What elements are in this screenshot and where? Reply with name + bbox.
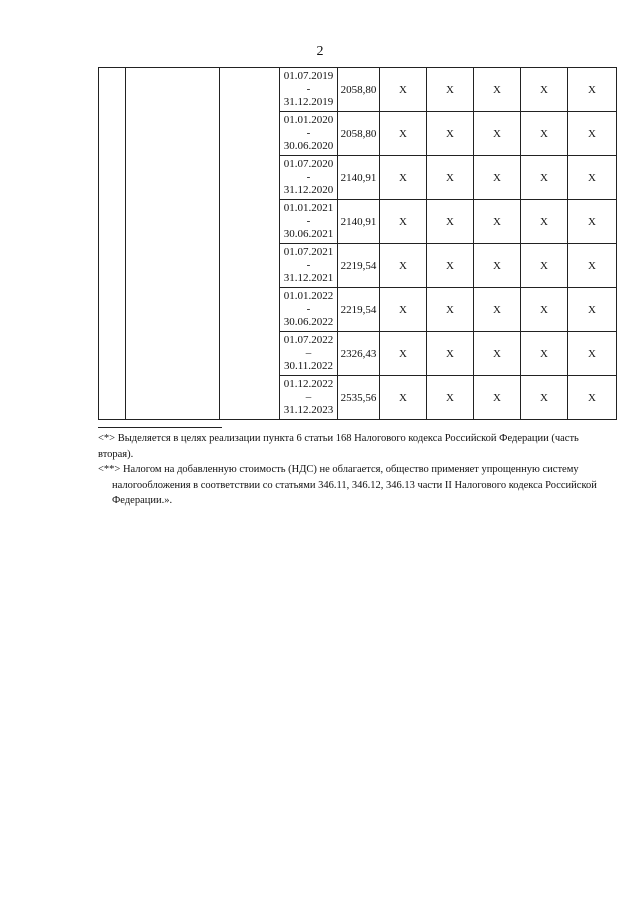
- mark-cell: X: [427, 376, 474, 420]
- period-cell: 01.01.2020 - 30.06.2020: [280, 112, 338, 156]
- mark-cell: X: [568, 288, 617, 332]
- mark-cell: X: [380, 112, 427, 156]
- mark-cell: X: [380, 200, 427, 244]
- mark-cell: X: [380, 244, 427, 288]
- mark-cell: X: [568, 200, 617, 244]
- period-cell: 01.07.2021 - 31.12.2021: [280, 244, 338, 288]
- price-cell: 2140,91: [338, 200, 380, 244]
- price-cell: 2219,54: [338, 244, 380, 288]
- mark-cell: X: [380, 156, 427, 200]
- mark-cell: X: [474, 112, 521, 156]
- mark-cell: X: [474, 288, 521, 332]
- footnote-1-line-1: <*> Выделяется в целях реализации пункта 6 статьи 168 Налогового кодекса Российской Федерации (часть: [98, 433, 579, 444]
- mark-cell: X: [380, 332, 427, 376]
- footnotes: [98, 431, 616, 509]
- mark-cell: X: [521, 244, 568, 288]
- mark-cell: X: [427, 332, 474, 376]
- page-number: 2: [316, 44, 324, 59]
- period-cell: 01.01.2021 - 30.06.2021: [280, 200, 338, 244]
- mark-cell: X: [568, 244, 617, 288]
- period-cell: 01.12.2022 – 31.12.2023: [280, 376, 338, 420]
- mark-cell: X: [568, 332, 617, 376]
- mark-cell: X: [380, 288, 427, 332]
- mark-cell: X: [474, 156, 521, 200]
- period-cell: 01.07.2022 – 30.11.2022: [280, 332, 338, 376]
- mark-cell: X: [474, 332, 521, 376]
- period-cell: 01.07.2020 - 31.12.2020: [280, 156, 338, 200]
- mark-cell: X: [474, 244, 521, 288]
- price-cell: 2535,56: [338, 376, 380, 420]
- price-cell: 2326,43: [338, 332, 380, 376]
- mark-cell: X: [427, 244, 474, 288]
- mark-cell: X: [427, 112, 474, 156]
- mark-cell: X: [474, 68, 521, 112]
- footnote-2-line-1: <**> Налогом на добавленную стоимость (НДС) не облагается, общество применяет упрощенную систему: [98, 464, 579, 475]
- price-cell: 2058,80: [338, 112, 380, 156]
- mark-cell: X: [568, 112, 617, 156]
- tariff-table-body: [99, 68, 617, 420]
- footnote-2-line-3: Федерации.».: [112, 495, 173, 506]
- mark-cell: X: [474, 200, 521, 244]
- mark-cell: X: [427, 68, 474, 112]
- footnote-divider: [98, 427, 222, 428]
- mark-cell: X: [380, 376, 427, 420]
- mark-cell: X: [521, 156, 568, 200]
- table-row: [99, 68, 617, 112]
- period-cell: 01.01.2022 - 30.06.2022: [280, 288, 338, 332]
- footnote-1-line-2: вторая).: [98, 448, 134, 460]
- merged-cell-col1: [99, 68, 126, 420]
- mark-cell: X: [521, 200, 568, 244]
- tariff-table: [98, 67, 617, 420]
- mark-cell: X: [521, 332, 568, 376]
- mark-cell: X: [380, 68, 427, 112]
- price-cell: 2140,91: [338, 156, 380, 200]
- mark-cell: X: [521, 376, 568, 420]
- mark-cell: X: [568, 156, 617, 200]
- mark-cell: X: [568, 376, 617, 420]
- merged-cell-col3: [220, 68, 280, 420]
- mark-cell: X: [521, 288, 568, 332]
- price-cell: 2058,80: [338, 68, 380, 112]
- mark-cell: X: [521, 68, 568, 112]
- mark-cell: X: [427, 200, 474, 244]
- footnote-2-line-2: налогообложения в соответствии со статьями 346.11, 346.12, 346.13 части II Налогового кодекса Российской: [112, 479, 597, 491]
- mark-cell: X: [474, 376, 521, 420]
- merged-cell-col2: [126, 68, 220, 420]
- price-cell: 2219,54: [338, 288, 380, 332]
- mark-cell: X: [427, 288, 474, 332]
- mark-cell: X: [568, 68, 617, 112]
- mark-cell: X: [427, 156, 474, 200]
- mark-cell: X: [521, 112, 568, 156]
- period-cell: 01.07.2019 - 31.12.2019: [280, 68, 338, 112]
